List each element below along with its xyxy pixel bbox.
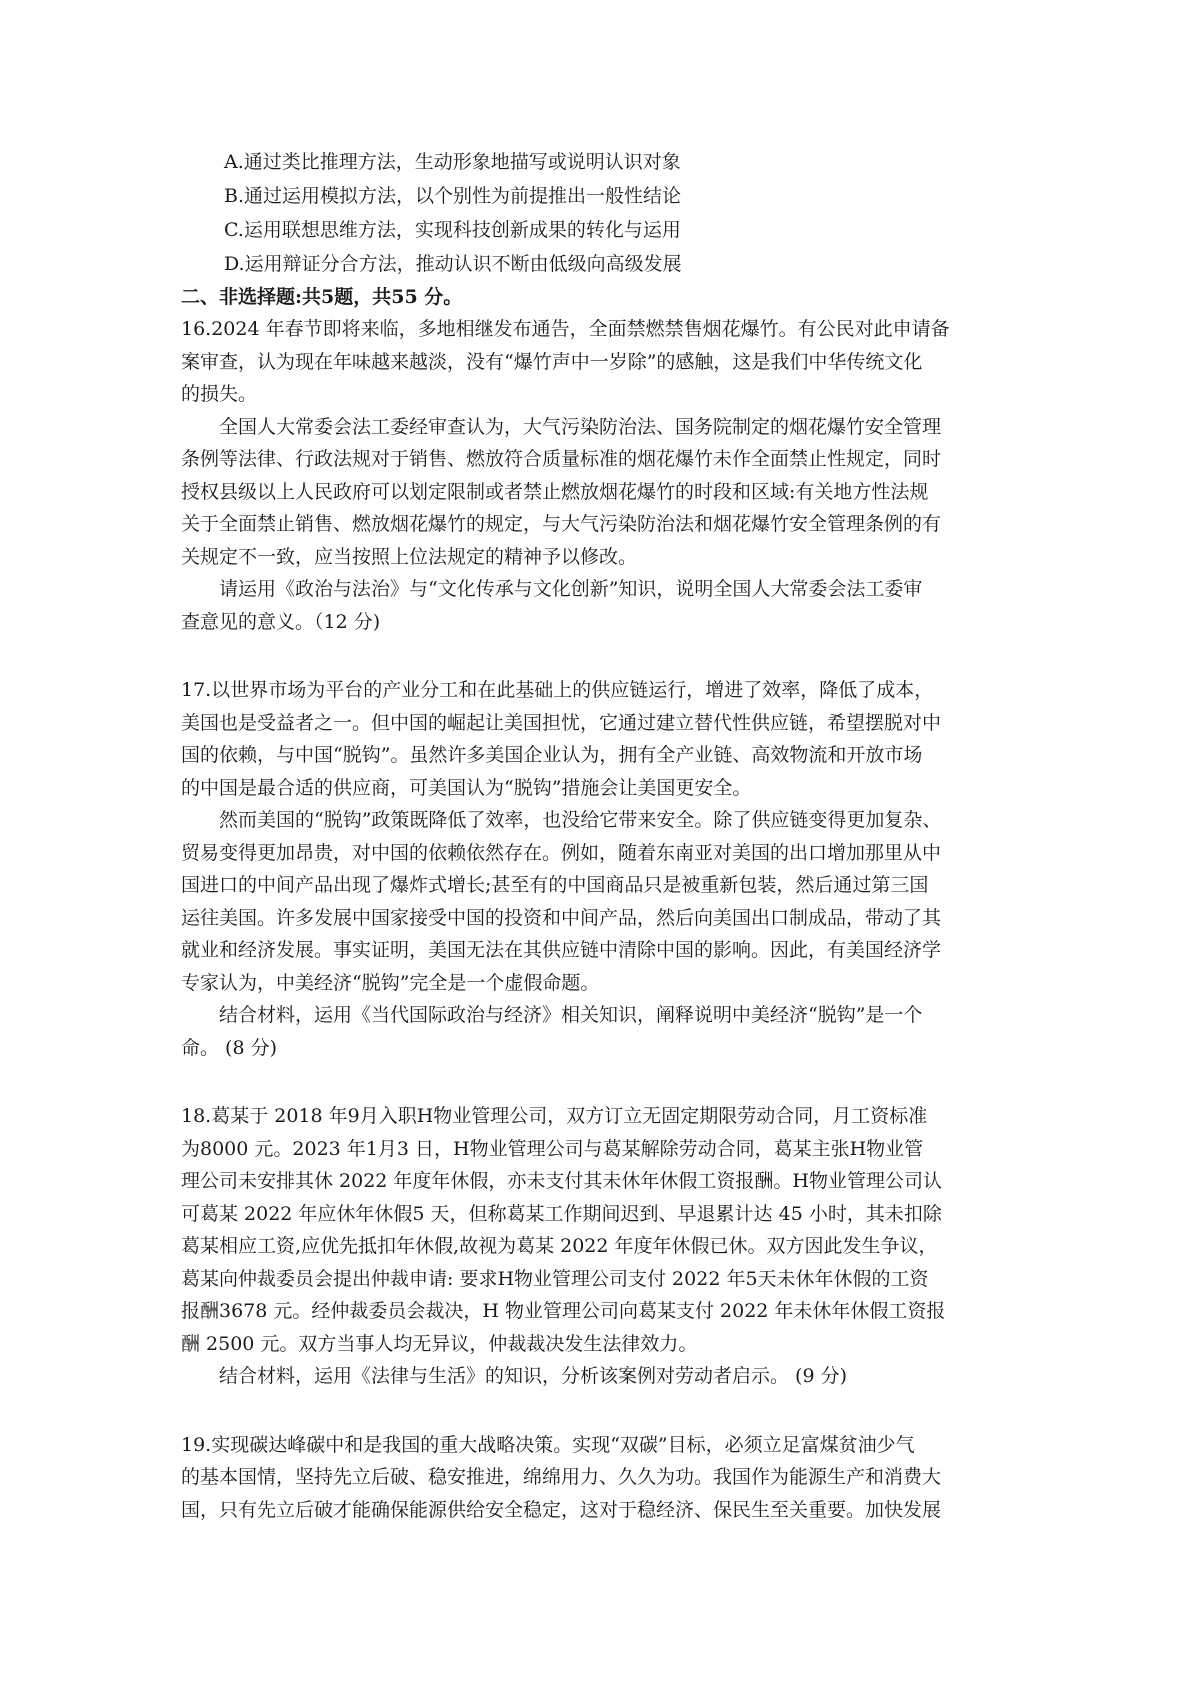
section-title: 二、非选择题:共5题，共55 分。	[181, 286, 463, 308]
option-c: C.运用联想思维方法，实现科技创新成果的转化与运用	[224, 219, 681, 241]
paragraph-line: 然而美国的“脱钩”政策既降低了效率，也没给它带来安全。除了供应链变得更加复杂、	[219, 809, 942, 831]
paragraph-line: 运往美国。许多发展中国家接受中国的投资和中间产品，然后向美国出口制成品，带动了其	[181, 906, 942, 929]
paragraph-line: 的损失。	[181, 383, 258, 405]
paragraph-line: 全国人大常委会法工委经审查认为，大气污染防治法、国务院制定的烟花爆竹安全管理	[219, 415, 942, 438]
paragraph-line: 国进口的中间产品出现了爆炸式增长;甚至有的中国商品只是被重新包装，然后通过第三国	[181, 874, 929, 896]
paragraph-line: 16.2024 年春节即将来临，多地相继发布通告，全面禁燃禁售烟花爆竹。有公民对此申请备	[181, 318, 950, 340]
paragraph-line: 17.以世界市场为平台的产业分工和在此基础上的供应链运行，增进了效率，降低了成本，	[181, 679, 934, 701]
option-a: A.通过类比推理方法，生动形象地描写或说明认识对象	[224, 151, 681, 173]
paragraph-line: 为8000 元。2023 年1月3 日，H物业管理公司与葛某解除劳动合同，葛某主张H物业管	[181, 1137, 924, 1160]
paragraph-line: 美国也是受益者之一。但中国的崛起让美国担忧，它通过建立替代性供应链，希望摆脱对中	[181, 711, 942, 734]
paragraph-line: 案审查，认为现在年味越来越淡，没有“爆竹声中一岁除”的感触，这是我们中华传统文化	[181, 350, 923, 373]
paragraph-line: 国的依赖，与中国“脱钩”。虽然许多美国企业认为，拥有全产业链、高效物流和开放市场	[181, 744, 923, 766]
paragraph-line: 国，只有先立后破才能确保能源供给安全稳定，这对于稳经济、保民生至关重要。加快发展	[181, 1498, 942, 1521]
paragraph-line: 报酬3678 元。经仲裁委员会裁决，H 物业管理公司向葛某支付 2022 年未休年休假工资报	[181, 1300, 946, 1322]
paragraph-line: 18.葛某于 2018 年9月入职H物业管理公司，双方订立无固定期限劳动合同，月工资标准	[181, 1105, 928, 1127]
paragraph-line: 关于全面禁止销售、燃放烟花爆竹的规定，与大气污染防治法和烟花爆竹安全管理条例的有	[181, 513, 942, 535]
question-16	[181, 313, 1023, 638]
paragraph-line: 酬 2500 元。双方当事人均无异议，仲裁裁决发生法律效力。	[181, 1332, 698, 1355]
option-d: D.运用辩证分合方法，推动认识不断由低级向高级发展	[224, 253, 682, 275]
question-prompt-line: 查意见的意义。（12 分)	[181, 610, 381, 633]
paragraph-line: 葛某向仲裁委员会提出仲裁申请: 要求H物业管理公司支付 2022 年5天未休年休假的工资	[181, 1267, 929, 1290]
document-page	[181, 145, 1023, 1526]
spacer	[181, 638, 1023, 674]
paragraph-line: 的中国是最合适的供应商，可美国认为“脱钩”措施会让美国更安全。	[181, 776, 752, 799]
paragraph-line: 的基本国情，坚持先立后破、稳安推进，绵绵用力、久久为功。我国作为能源生产和消费大	[181, 1466, 942, 1488]
question-18	[181, 1100, 1023, 1393]
option-b: B.通过运用模拟方法，以个别性为前提推出一般性结论	[224, 185, 682, 207]
paragraph-line: 条例等法律、行政法规对于销售、燃放符合质量标准的烟花爆竹未作全面禁止性规定，同时	[181, 448, 942, 470]
question-prompt-line: 请运用《政治与法治》与“文化传承与文化创新”知识，说明全国人大常委会法工委审	[219, 578, 923, 600]
paragraph-line: 关规定不一致，应当按照上位法规定的精神予以修改。	[181, 545, 638, 568]
choice-options	[181, 145, 1023, 281]
question-17	[181, 674, 1023, 1064]
spacer	[181, 1064, 1023, 1100]
question-19	[181, 1429, 1023, 1527]
question-prompt-line: 结合材料，运用《法律与生活》的知识，分析该案例对劳动者启示。 (9 分)	[219, 1365, 847, 1387]
question-prompt-line: 结合材料，运用《当代国际政治与经济》相关知识，阐释说明中美经济“脱钩”是一个	[219, 1004, 923, 1026]
paragraph-line: 葛某相应工资,应优先抵扣年休假,故视为葛某 2022 年度年休假已休。双方因此发生争议，	[181, 1235, 938, 1257]
spacer	[181, 1393, 1023, 1429]
paragraph-line: 理公司未安排其休 2022 年度年休假，亦未支付其未休年休假工资报酬。H物业管理公司认	[181, 1170, 943, 1192]
paragraph-line: 可葛某 2022 年应休年休假5 天，但称葛某工作期间迟到、早退累计达 45 小时，其未扣除	[181, 1202, 942, 1225]
paragraph-line: 授权县级以上人民政府可以划定限制或者禁止燃放烟花爆竹的时段和区域:有关地方性法规	[181, 480, 929, 503]
paragraph-line: 专家认为，中美经济“脱钩”完全是一个虚假命题。	[181, 971, 600, 994]
question-prompt-line: 命。 (8 分)	[181, 1036, 277, 1059]
paragraph-line: 就业和经济发展。事实证明，美国无法在其供应链中清除中国的影响。因此，有美国经济学	[181, 939, 942, 961]
paragraph-line: 19.实现碳达峰碳中和是我国的重大战略决策。实现“双碳”目标，必须立足富煤贫油少气	[181, 1433, 915, 1456]
paragraph-line: 贸易变得更加昂贵，对中国的依赖依然存在。例如，随着东南亚对美国的出口增加那里从中	[181, 841, 942, 864]
